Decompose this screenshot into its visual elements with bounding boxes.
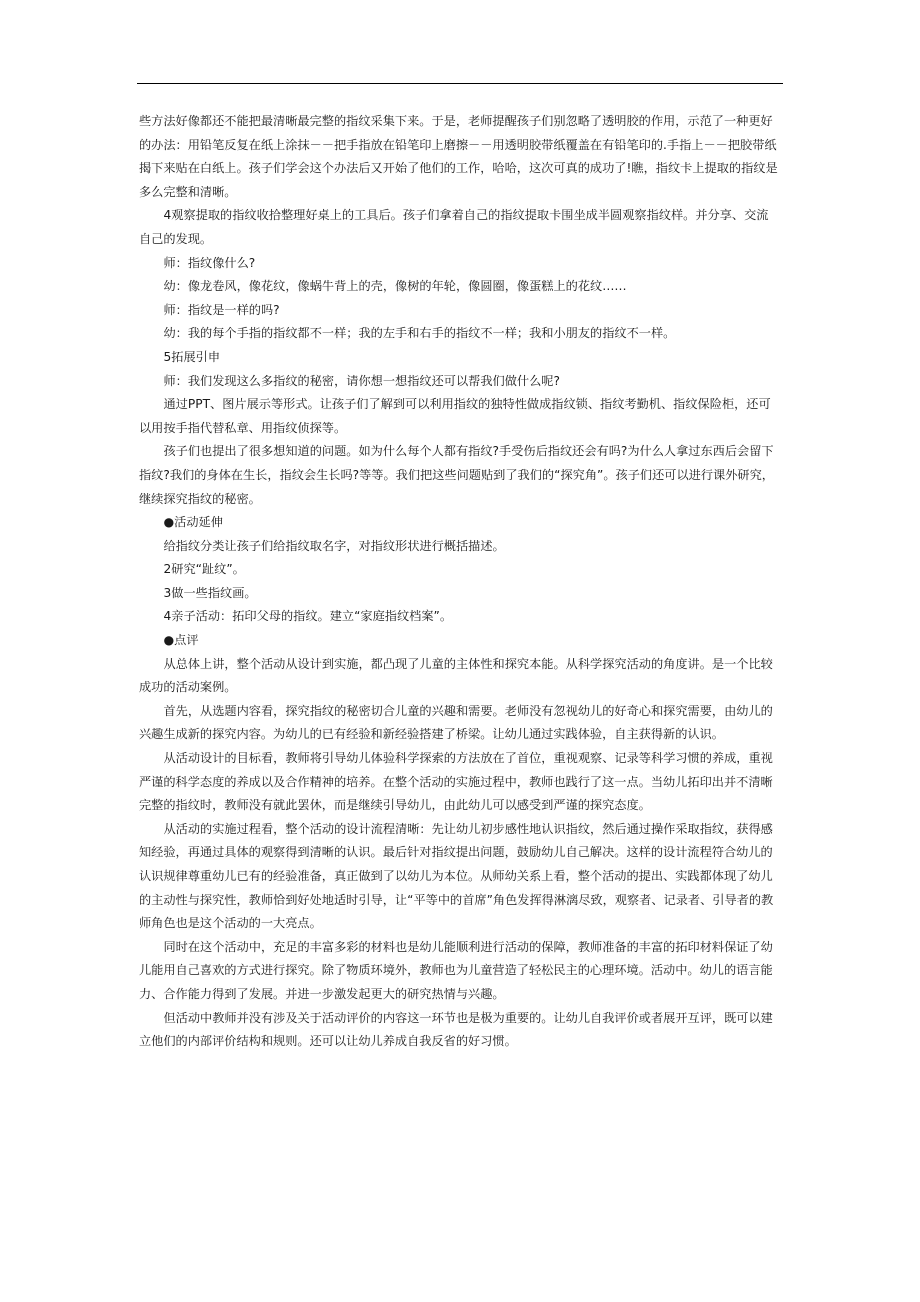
text-line: 师：指纹像什么? [163, 255, 256, 270]
text-line: 多么完整和清晰。 [139, 184, 237, 199]
text-line: 揭下来贴在白纸上。孩子们学会这个办法后又开始了他们的工作，哈哈，这次可真的成功了!瞧，指纹卡上提取的指纹是 [139, 161, 778, 176]
text-line: 幼：像龙卷风，像花纹，像蜗牛背上的壳，像树的年轮，像圆圈，像蛋糕上的花纹…… [163, 279, 627, 294]
header-rule [137, 83, 783, 84]
text-line: 从活动的实施过程看，整个活动的设计流程清晰：先让幼儿初步感性地认识指纹，然后通过操作采取指纹，获得感 [163, 821, 773, 836]
text-line: 师角色也是这个活动的一大亮点。 [139, 916, 322, 931]
document-body [139, 110, 783, 1054]
text-line: ●活动延伸 [163, 515, 223, 530]
text-line: 完整的指纹时，教师没有就此罢休，而是继续引导幼儿，由此幼儿可以感受到严谨的探究态度。 [139, 798, 651, 813]
text-line: 的办法：用铅笔反复在纸上涂抹－－把手指放在铅笔印上磨擦－－用透明胶带纸覆盖在有铅笔印的.手指上－－把胶带纸 [139, 137, 777, 152]
text-line: 2研究“趾纹”。 [163, 562, 245, 577]
text-line: 同时在这个活动中，充足的丰富多彩的材料也是幼儿能顺利进行活动的保障，教师准备的丰富的拓印材料保证了幼 [163, 939, 773, 954]
text-line: 4观察提取的指纹收拾整理好桌上的工具后。孩子们拿着自己的指纹提取卡围坐成半圆观察指纹样。并分享、交流 [163, 208, 769, 223]
text-line: 指纹?我们的身体在生长，指纹会生长吗?等等。我们把这些问题贴到了我们的“探究角”。孩子们还可以进行课外研究， [139, 467, 774, 482]
text-line: 给指纹分类让孩子们给指纹取名字，对指纹形状进行概括描述。 [163, 538, 505, 553]
text-line: 师：指纹是一样的吗? [163, 302, 280, 317]
text-line: 些方法好像都还不能把最清晰最完整的指纹采集下来。于是，老师提醒孩子们别忽略了透明胶的作用，示范了一种更好 [139, 114, 773, 128]
text-line: 5拓展引申 [163, 349, 221, 364]
text-line: 师：我们发现这么多指纹的秘密，请你想一想指纹还可以帮我们做什么呢? [163, 373, 560, 388]
text-line: 通过PPT、图片展示等形式。让孩子们了解到可以利用指纹的独特性做成指纹锁、指纹考勤机、指纹保险柜，还可 [163, 397, 771, 412]
text-line: 认识规律尊重幼儿已有的经验准备，真正做到了以幼儿为本位。从师幼关系上看，整个活动的提出、实践都体现了幼儿 [139, 869, 773, 883]
text-line: 幼：我的每个手指的指纹都不一样；我的左手和右手的指纹不一样；我和小朋友的指纹不一样。 [163, 326, 676, 341]
text-line: 自己的发现。 [139, 231, 213, 246]
text-line: 从活动设计的目标看，教师将引导幼儿体验科学探索的方法放在了首位，重视观察、记录等科学习惯的养成，重视 [163, 751, 773, 766]
text-line: 成功的活动案例。 [139, 680, 237, 695]
text-line: 知经验，再通过具体的观察得到清晰的认识。最后针对指纹提出问题，鼓励幼儿自己解决。这样的设计流程符合幼儿的 [139, 845, 773, 860]
text-line: 继续探究指纹的秘密。 [139, 491, 261, 506]
text-line: 3做一些指纹画。 [163, 585, 257, 600]
text-line: 孩子们也提出了很多想知道的问题。如为什么每个人都有指纹?手受伤后指纹还会有吗?为什么人拿过东西后会留下 [163, 444, 774, 459]
text-line: 但活动中教师并没有涉及关于活动评价的内容这一环节也是极为重要的。让幼儿自我评价或者展开互评，既可以建 [163, 1010, 773, 1025]
text-line: 力、合作能力得到了发展。并进一步激发起更大的研究热情与兴趣。 [139, 986, 505, 1001]
text-line: 严谨的科学态度的养成以及合作精神的培养。在整个活动的实施过程中，教师也践行了这一点。当幼儿拓印出并不清晰 [139, 774, 773, 789]
text-line: 首先，从选题内容看，探究指纹的秘密切合儿童的兴趣和需要。老师没有忽视幼儿的好奇心和探究需要，由幼儿的 [163, 703, 773, 718]
text-line: 的主动性与探究性，教师恰到好处地适时引导，让“平等中的首席”角色发挥得淋漓尽致，观察者、记录者、引导者的教 [139, 892, 774, 907]
text-line: 兴趣生成新的探究内容。为幼儿的已有经验和新经验搭建了桥梁。让幼儿通过实践体验，自主获得新的认识。 [139, 727, 724, 742]
text-line: ●点评 [163, 633, 199, 648]
text-line: 以用按手指代替私章、用指纹侦探等。 [139, 420, 347, 435]
text-line: 儿能用自己喜欢的方式进行探究。除了物质环境外，教师也为儿童营造了轻松民主的心理环境。活动中。幼儿的语言能 [139, 963, 773, 978]
text-line: 从总体上讲，整个活动从设计到实施，都凸现了儿童的主体性和探究本能。从科学探究活动的角度讲。是一个比较 [163, 656, 773, 671]
text-line: 4亲子活动：拓印父母的指纹。建立“家庭指纹档案”。 [163, 609, 453, 624]
text-line: 立他们的内部评价结构和规则。还可以让幼儿养成自我反省的好习惯。 [139, 1034, 517, 1049]
